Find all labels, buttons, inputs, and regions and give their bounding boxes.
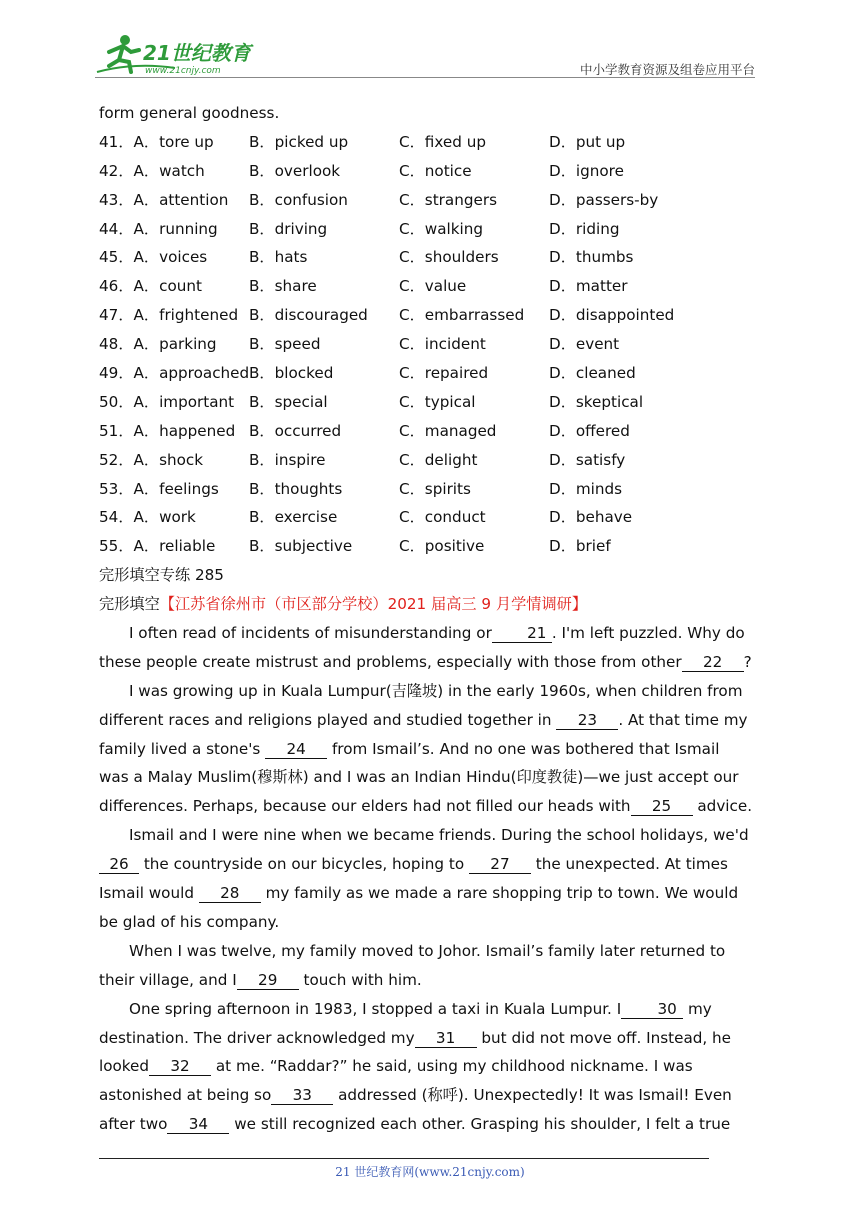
- option-c: C．spirits: [399, 479, 471, 498]
- option-a: 52．A．shock: [99, 446, 249, 475]
- option-b: B．special: [249, 392, 328, 411]
- question-number: 44．: [99, 219, 134, 238]
- option-c: C．shoulders: [399, 248, 499, 267]
- option-row: [99, 446, 739, 475]
- passage-line: I often read of incidents of misunderstanding or 21 . I'm left puzzled. Why do: [129, 624, 745, 643]
- option-d: D．thumbs: [549, 248, 634, 267]
- option-c: C．walking: [399, 219, 484, 238]
- passage-line: different races and religions played and studied together in 23 . At that time my: [99, 710, 748, 729]
- option-row: [99, 215, 739, 244]
- svg-text:www.21cnjy.com: www.21cnjy.com: [145, 66, 221, 76]
- options-list: [99, 128, 739, 561]
- option-c: C．notice: [399, 161, 472, 180]
- option-d: D．passers-by: [549, 190, 659, 209]
- option-c: C．typical: [399, 392, 476, 411]
- option-c: C．positive: [399, 537, 485, 556]
- option-c: C．repaired: [399, 364, 489, 383]
- question-number: 53．: [99, 479, 134, 498]
- option-a: 51．A．happened: [99, 417, 249, 446]
- source-label: 完形填空: [99, 595, 160, 614]
- blank-25: 25: [631, 797, 693, 816]
- option-b: B．share: [249, 277, 317, 296]
- option-row: [99, 157, 739, 186]
- option-row: [99, 359, 739, 388]
- option-b: B．driving: [249, 219, 328, 238]
- passage-line: their village, and I 29 touch with him.: [99, 970, 422, 989]
- option-row: [99, 503, 739, 532]
- passage-line: astonished at being so 33 addressed (称呼). Unexpectedly! It was Ismail! Even: [99, 1086, 732, 1105]
- passage-line: One spring afternoon in 1983, I stopped a taxi in Kuala Lumpur. I 30 my: [129, 999, 712, 1018]
- intro-line: form general goodness.: [99, 104, 280, 122]
- option-b: B．confusion: [249, 190, 348, 209]
- svg-text:21世纪教育: 21世纪教育: [143, 41, 251, 65]
- question-number: 45．: [99, 248, 134, 267]
- option-b: B．subjective: [249, 537, 353, 556]
- option-row: [99, 388, 739, 417]
- question-number: 42．: [99, 161, 134, 180]
- blank-21: 21: [492, 624, 552, 643]
- option-a: 53．A．feelings: [99, 475, 249, 504]
- blank-28: 28: [199, 884, 261, 903]
- blank-30: 30: [621, 1000, 683, 1019]
- option-a: 49．A．approached: [99, 359, 249, 388]
- option-row: [99, 417, 739, 446]
- option-a: 44．A．running: [99, 215, 249, 244]
- question-number: 50．: [99, 392, 134, 411]
- blank-29: 29: [237, 971, 299, 990]
- logo: [95, 32, 265, 76]
- passage-line: after two 34 we still recognized each other. Grasping his shoulder, I felt a true: [99, 1115, 731, 1134]
- option-d: D．skeptical: [549, 392, 644, 411]
- option-b: B．speed: [249, 335, 321, 354]
- option-row: [99, 475, 739, 504]
- option-a: 42．A．watch: [99, 157, 249, 186]
- footer-divider: [99, 1158, 709, 1159]
- option-c: C．incident: [399, 335, 486, 354]
- option-c: C．strangers: [399, 190, 497, 209]
- option-a: 43．A．attention: [99, 186, 249, 215]
- option-row: [99, 128, 739, 157]
- page-footer: 21 世纪教育网(www.21cnjy.com): [335, 1165, 525, 1179]
- option-c: C．conduct: [399, 508, 486, 527]
- option-row: [99, 243, 739, 272]
- option-b: B．blocked: [249, 364, 334, 383]
- question-number: 49．: [99, 364, 134, 383]
- blank-22: 22: [682, 653, 744, 672]
- option-b: B．overlook: [249, 161, 341, 180]
- passage-line: be glad of his company.: [99, 912, 280, 931]
- page-header: [95, 30, 755, 80]
- blank-26: 26: [99, 855, 139, 874]
- option-d: D．brief: [549, 537, 611, 556]
- option-a: 45．A．voices: [99, 243, 249, 272]
- option-row: [99, 186, 739, 215]
- source-line: [99, 590, 739, 619]
- option-d: D．riding: [549, 219, 620, 238]
- question-number: 46．: [99, 277, 134, 296]
- passage-line: destination. The driver acknowledged my 31 but did not move off. Instead, he: [99, 1028, 732, 1047]
- passage-line: was a Malay Muslim(穆斯林) and I was an Indian Hindu(印度教徒)—we just accept our: [99, 768, 739, 787]
- question-number: 51．: [99, 421, 134, 440]
- blank-27: 27: [469, 855, 531, 874]
- option-c: C．embarrassed: [399, 306, 525, 325]
- passage-line: 26 the countryside on our bicycles, hoping to 27 the unexpected. At times: [99, 850, 739, 879]
- option-d: D．ignore: [549, 161, 624, 180]
- option-d: D．cleaned: [549, 364, 636, 383]
- page-content: [99, 99, 753, 1139]
- option-b: B．thoughts: [249, 479, 343, 498]
- blank-31: 31: [415, 1029, 477, 1048]
- option-d: D．matter: [549, 277, 628, 296]
- option-c: C．value: [399, 277, 467, 296]
- option-a: 41．A．tore up: [99, 128, 249, 157]
- blank-24: 24: [265, 740, 327, 759]
- passage-line: Ismail would 28 my family as we made a rare shopping trip to town. We would: [99, 884, 739, 903]
- option-b: B．occurred: [249, 421, 342, 440]
- option-d: D．disappointed: [549, 306, 675, 325]
- option-d: D．event: [549, 335, 620, 354]
- option-a: 46．A．count: [99, 272, 249, 301]
- passage-line: differences. Perhaps, because our elders had not filled our heads with 25 advice.: [99, 797, 753, 816]
- blank-32: 32: [149, 1057, 211, 1076]
- option-b: B．exercise: [249, 508, 338, 527]
- question-number: 54．: [99, 508, 134, 527]
- option-d: D．minds: [549, 479, 623, 498]
- blank-33: 33: [271, 1086, 333, 1105]
- option-b: B．hats: [249, 248, 308, 267]
- option-c: C．delight: [399, 450, 478, 469]
- option-d: D．offered: [549, 421, 630, 440]
- option-c: C．managed: [399, 421, 497, 440]
- option-a: 48．A．parking: [99, 330, 249, 359]
- option-d: D．behave: [549, 508, 633, 527]
- passage-line: family lived a stone's 24 from Ismail’s. And no one was bothered that Ismail: [99, 739, 720, 758]
- section-title: 完形填空专练 285: [99, 566, 224, 585]
- passage-line: Ismail and I were nine when we became friends. During the school holidays, we'd: [129, 826, 749, 845]
- option-a: 54．A．work: [99, 503, 249, 532]
- option-a: 55．A．reliable: [99, 532, 249, 561]
- question-number: 41．: [99, 132, 134, 151]
- passage-line: I was growing up in Kuala Lumpur(吉隆坡) in the early 1960s, when children from: [129, 681, 743, 700]
- question-number: 55．: [99, 537, 134, 556]
- source-text: 【江苏省徐州市（市区部分学校）2021 届高三 9 月学情调研】: [159, 595, 588, 614]
- option-row: [99, 532, 739, 561]
- blank-34: 34: [167, 1115, 229, 1134]
- option-a: 47．A．frightened: [99, 301, 249, 330]
- passage-line: When I was twelve, my family moved to Johor. Ismail’s family later returned to: [129, 941, 726, 960]
- question-number: 47．: [99, 306, 134, 325]
- blank-23: 23: [556, 711, 618, 730]
- option-row: [99, 272, 739, 301]
- option-c: C．fixed up: [399, 132, 486, 151]
- question-number: 48．: [99, 335, 134, 354]
- header-platform-text: 中小学教育资源及组卷应用平台: [579, 62, 755, 77]
- option-b: B．discouraged: [249, 306, 368, 325]
- header-divider: [95, 77, 755, 78]
- option-b: B．inspire: [249, 450, 326, 469]
- option-row: [99, 301, 739, 330]
- passage-line: looked 32 at me. “Raddar?” he said, using my childhood nickname. I was: [99, 1057, 693, 1076]
- passage-line: these people create mistrust and problems, especially with those from other 22 ?: [99, 652, 752, 671]
- option-row: [99, 330, 739, 359]
- option-d: D．satisfy: [549, 450, 626, 469]
- question-number: 43．: [99, 190, 134, 209]
- question-number: 52．: [99, 450, 134, 469]
- option-d: D．put up: [549, 132, 626, 151]
- option-b: B．picked up: [249, 132, 349, 151]
- passage: [99, 619, 753, 1139]
- option-a: 50．A．important: [99, 388, 249, 417]
